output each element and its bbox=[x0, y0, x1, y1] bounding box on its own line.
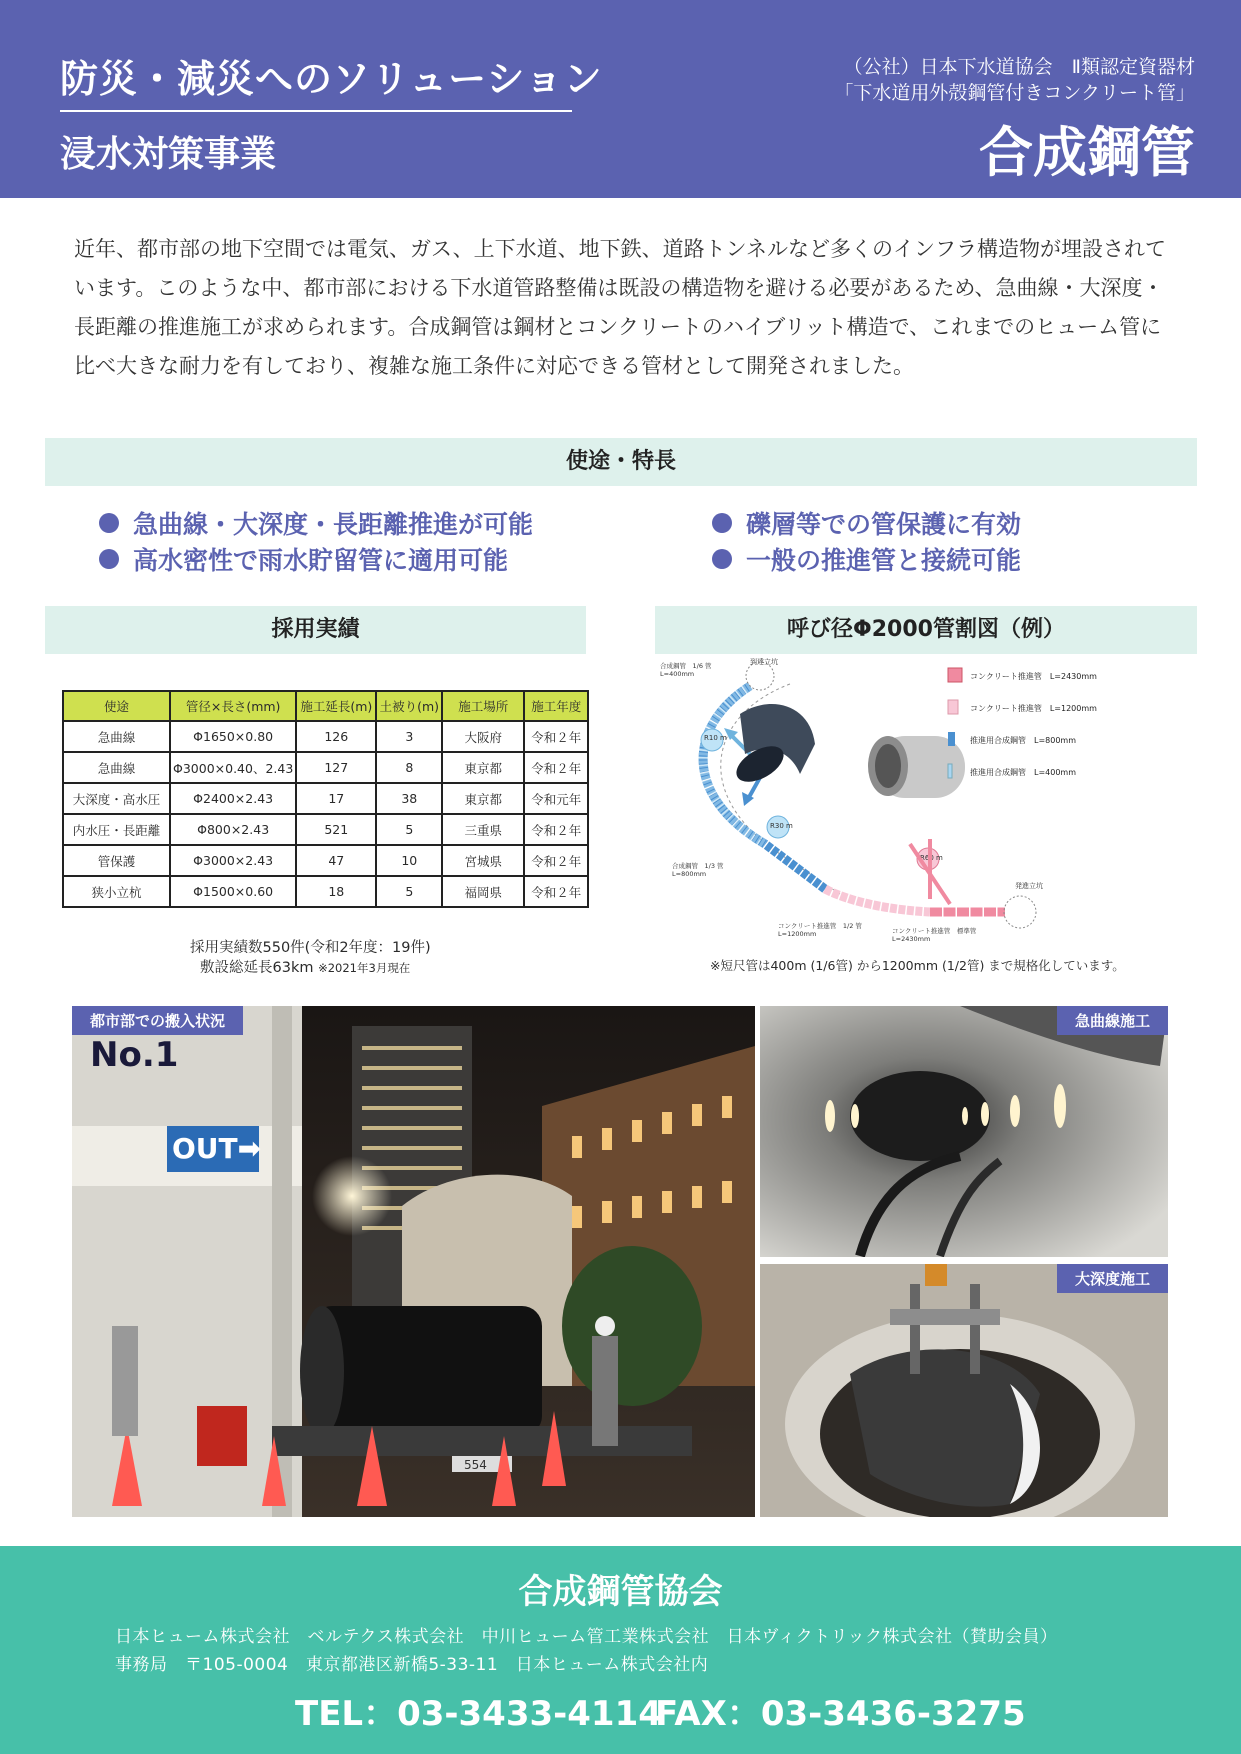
table-row bbox=[63, 876, 588, 907]
photo-label-deep: 大深度施工 bbox=[1057, 1264, 1168, 1293]
out-sign-text: OUT➡ bbox=[172, 1132, 262, 1165]
legend-label: コンクリート推進管 L=2430mm bbox=[970, 672, 1097, 681]
table-cell: 47 bbox=[296, 845, 376, 876]
steel-1-6-label: 合成鋼管 1/6 管 bbox=[660, 662, 712, 670]
table-cell: 狭小立杭 bbox=[63, 876, 170, 907]
results-heading: 採用実績 bbox=[45, 606, 586, 654]
table-cell: 管保護 bbox=[63, 845, 170, 876]
photo-label-curve: 急曲線施工 bbox=[1057, 1006, 1168, 1035]
table-row bbox=[63, 783, 588, 814]
table-cell: 宮城県 bbox=[442, 845, 524, 876]
radius-label: R30 m bbox=[770, 822, 793, 830]
legend-swatch bbox=[948, 700, 958, 714]
feature-item: 礫層等での管保護に有効 bbox=[712, 505, 1021, 541]
table-cell: 8 bbox=[376, 752, 442, 783]
footer-office-address: 事務局 〒105-0004 東京都港区新橋5-33-11 日本ヒューム株式会社内 bbox=[115, 1655, 709, 1675]
legend-label: コンクリート推進管 L=1200mm bbox=[970, 704, 1097, 713]
bullet-icon bbox=[712, 549, 732, 569]
column-header: 土被り(m) bbox=[376, 691, 442, 721]
table-cell: 10 bbox=[376, 845, 442, 876]
table-cell: 令和２年 bbox=[524, 876, 588, 907]
column-header: 施工場所 bbox=[442, 691, 524, 721]
table-header-row bbox=[63, 691, 588, 721]
table-cell: 127 bbox=[296, 752, 376, 783]
table-cell: 福岡県 bbox=[442, 876, 524, 907]
concrete-half-label: コンクリート推進管 1/2 管 bbox=[778, 922, 862, 930]
concrete-std-label: コンクリート推進管 標準管 bbox=[892, 927, 977, 935]
tunnel-bore-icon bbox=[850, 1071, 990, 1161]
table-cell: 三重県 bbox=[442, 814, 524, 845]
header-divider bbox=[60, 110, 572, 112]
results-summary-count: 採用実績数550件(令和2年度：19件) bbox=[190, 940, 431, 956]
steel-pipe-on-truck-icon bbox=[312, 1306, 542, 1436]
footer-members: 日本ヒューム株式会社 ベルテクス株式会社 中川ヒューム管工業株式会社 日本ヴィクトリック株式会社（賛助会員） bbox=[115, 1627, 1058, 1647]
radius-label: R60 m bbox=[920, 854, 943, 862]
diagram-note: ※短尺管は400m (1/6管) から1200mm (1/2管) まで規格化しています。 bbox=[710, 958, 1125, 973]
results-summary-length: 敷設総延長63km ※2021年3月現在 bbox=[200, 960, 411, 976]
legend-swatch bbox=[948, 764, 952, 778]
bullet-icon bbox=[712, 513, 732, 533]
building-entrance-icon bbox=[72, 1006, 302, 1517]
sling-icon bbox=[910, 1284, 920, 1374]
table-cell: 126 bbox=[296, 721, 376, 752]
sign-number: No.1 bbox=[90, 1035, 179, 1075]
legend-swatch bbox=[948, 732, 955, 746]
header-category: 「下水道用外殻鋼管付きコンクリート管」 bbox=[834, 82, 1195, 104]
header-association: （公社）日本下水道協会 Ⅱ類認定資器材 bbox=[843, 56, 1195, 78]
table-cell: Φ2400×2.43 bbox=[170, 783, 296, 814]
legend-swatch bbox=[948, 668, 962, 682]
features-heading: 使途・特長 bbox=[45, 438, 1197, 486]
page-footer bbox=[0, 1546, 1241, 1754]
city-photo-illustration bbox=[72, 1006, 755, 1517]
table-cell: 令和２年 bbox=[524, 845, 588, 876]
table-cell: Φ1500×0.60 bbox=[170, 876, 296, 907]
steel-1-3-length: L=800mm bbox=[672, 870, 707, 878]
legend-label: 推進用合成鋼管 L=800mm bbox=[970, 736, 1077, 745]
start-shaft-icon bbox=[1004, 896, 1036, 928]
table-row bbox=[63, 845, 588, 876]
radius-label: R10 m bbox=[704, 734, 727, 742]
crane-hook-icon bbox=[925, 1264, 947, 1286]
header-title-main: 防災・減災へのソリューション bbox=[60, 57, 603, 101]
bullet-icon bbox=[99, 549, 119, 569]
table-cell: 5 bbox=[376, 876, 442, 907]
table-cell: 急曲線 bbox=[63, 721, 170, 752]
tree-icon bbox=[562, 1246, 702, 1406]
column-header: 使途 bbox=[63, 691, 170, 721]
table-cell: 令和２年 bbox=[524, 814, 588, 845]
table-cell: 東京都 bbox=[442, 783, 524, 814]
table-cell: 令和２年 bbox=[524, 721, 588, 752]
table-cell: Φ3000×2.43 bbox=[170, 845, 296, 876]
table-row bbox=[63, 721, 588, 752]
photo-urban-delivery bbox=[72, 1006, 755, 1517]
photo-label-urban: 都市部での搬入状況 bbox=[72, 1006, 243, 1035]
street-light-icon bbox=[312, 1156, 392, 1236]
table-cell: 3 bbox=[376, 721, 442, 752]
pipe-layout-diagram bbox=[650, 654, 1210, 942]
table-cell: 18 bbox=[296, 876, 376, 907]
table-cell: 5 bbox=[376, 814, 442, 845]
concrete-half-length: L=1200mm bbox=[778, 930, 817, 938]
photo-curve-construction bbox=[760, 1006, 1168, 1257]
plate-number: 554 bbox=[464, 1458, 487, 1472]
table-cell: 急曲線 bbox=[63, 752, 170, 783]
column-header: 施工延長(m) bbox=[296, 691, 376, 721]
steel-1-3-label: 合成鋼管 1/3 管 bbox=[672, 862, 724, 870]
sling-icon bbox=[970, 1284, 980, 1374]
bullet-icon bbox=[99, 513, 119, 533]
arrival-shaft-label: 到達立坑 bbox=[750, 658, 778, 666]
table-cell: 大深度・高水圧 bbox=[63, 783, 170, 814]
lifting-beam-icon bbox=[890, 1309, 1000, 1325]
table-row bbox=[63, 814, 588, 845]
header-product-name: 合成鋼管 bbox=[979, 121, 1195, 184]
concrete-std-length: L=2430mm bbox=[892, 935, 931, 942]
legend-label: 推進用合成鋼管 L=400mm bbox=[970, 768, 1077, 777]
results-table bbox=[62, 690, 589, 908]
truck-bed-icon bbox=[272, 1426, 692, 1456]
arrival-shaft-icon bbox=[746, 662, 774, 690]
worker-icon bbox=[592, 1336, 618, 1446]
photo-deep-construction bbox=[760, 1264, 1168, 1517]
table-row bbox=[63, 752, 588, 783]
table-cell: 17 bbox=[296, 783, 376, 814]
worker-icon bbox=[112, 1326, 138, 1436]
table-cell: 38 bbox=[376, 783, 442, 814]
table-cell: 令和２年 bbox=[524, 752, 588, 783]
page-header bbox=[0, 0, 1241, 198]
footer-phone: TEL：03-3433-4114 bbox=[295, 1694, 662, 1734]
table-cell: 大阪府 bbox=[442, 721, 524, 752]
header-title-sub: 浸水対策事業 bbox=[60, 134, 277, 175]
summary-note: ※2021年3月現在 bbox=[318, 961, 411, 975]
concrete-half-pipes bbox=[825, 889, 930, 912]
footer-organization: 合成鋼管協会 bbox=[518, 1572, 723, 1612]
table-cell: 令和元年 bbox=[524, 783, 588, 814]
start-shaft-label: 発進立坑 bbox=[1015, 882, 1043, 890]
table-cell: 東京都 bbox=[442, 752, 524, 783]
intro-paragraph: 近年、都市部の地下空間では電気、ガス、上下水道、地下鉄、道路トンネルなど多くのインフラ構造物が埋設されています。このような中、都市部における下水道管路整備は既設の構造物を避ける必要があるため、急曲線・大深度・長距離の推進施工が求められます。合成鋼管は鋼材とコンクリートのハイブリット構造で、これまでのヒューム管に比べ大きな耐力を有しており、複雑な施工条件に対応できる管材として開発されました。 bbox=[74, 237, 1166, 378]
table-cell: 521 bbox=[296, 814, 376, 845]
generator-icon bbox=[197, 1406, 247, 1466]
table-cell: Φ1650×0.80 bbox=[170, 721, 296, 752]
feature-item: 急曲線・大深度・長距離推進が可能 bbox=[99, 505, 533, 541]
feature-item: 高水密性で雨水貯留管に適用可能 bbox=[99, 541, 508, 577]
feature-item: 一般の推進管と接続可能 bbox=[712, 541, 1021, 577]
column-header: 管径×長さ(mm) bbox=[170, 691, 296, 721]
pipe-bore-icon bbox=[875, 744, 901, 788]
shaft-photo-illustration bbox=[760, 1264, 1168, 1517]
table-cell: 内水圧・長距離 bbox=[63, 814, 170, 845]
column-header: 施工年度 bbox=[524, 691, 588, 721]
table-cell: Φ3000×0.40、2.43 bbox=[170, 752, 296, 783]
tunnel-photo-illustration bbox=[760, 1006, 1168, 1257]
diagram-heading: 呼び径Φ2000管割図（例） bbox=[655, 606, 1197, 654]
footer-fax: FAX：03-3436-3275 bbox=[655, 1694, 1026, 1734]
table-cell: Φ800×2.43 bbox=[170, 814, 296, 845]
steel-1-6-length: L=400mm bbox=[660, 670, 695, 678]
